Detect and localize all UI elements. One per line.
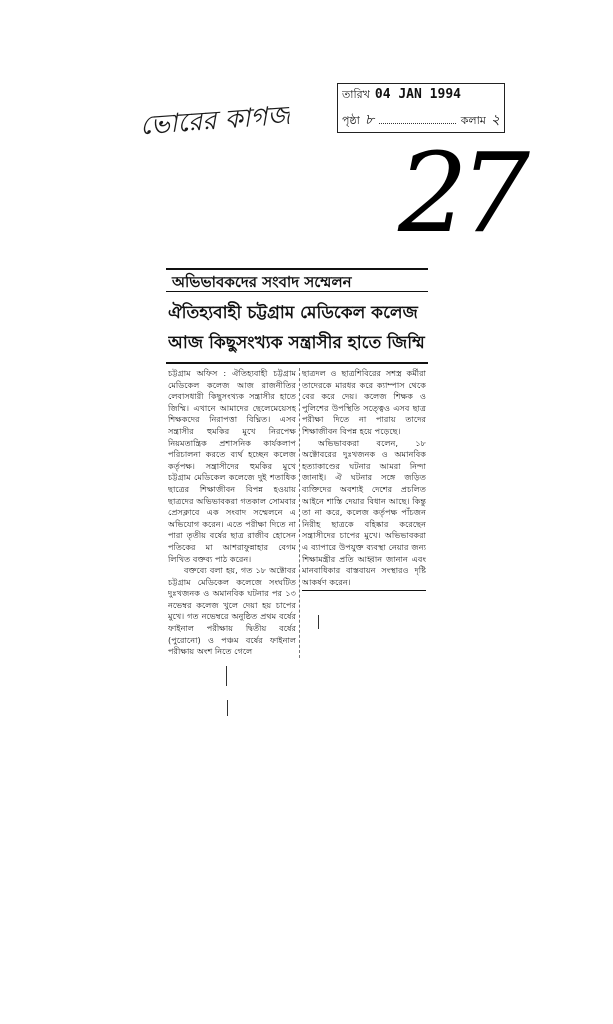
stamp-column-label: কলাম (460, 114, 486, 127)
date-stamp (337, 83, 505, 133)
column-1-paragraph-1: চট্টগ্রাম অফিস : ঐতিহ্যবাহী চট্টগ্রাম মেডিকেল কলেজ আজ রাজনীতির লেবাসধারী কিছুসংখ্যক সন্ত্রাসীর হাতে জিম্মি। এখানে আমাদের ছেলেমেয়েসহ শিক্ষকদের নিরাপত্তা বিঘ্নিত। এসব সন্ত্রাসীর হুমকির মুখে নিরপেক্ষ নিয়মতান্ত্রিক প্রশাসনিক কার্যকলাপ পরিচালনা করতে ব্যর্থ হচ্ছেন কলেজ কর্তৃপক্ষ। সন্ত্রাসীদের হুমকির মুখে চট্টগ্রাম মেডিকেল কলেজে দুই শতাধিক ছাত্রের শিক্ষাজীবন বিপন্ন হওয়ায় ছাত্রদের অভিভাবকরা গতকাল সোমবার প্রেসক্লাবে এক সংবাদ সম্মেলনে এ অভিযোগ করেন। এতে পরীক্ষা দিতে না পারা তৃতীয় বর্ষের ছাত্র রাজীব হোসেন পতিকের মা আশরাফুন্নাহার বেগম লিখিত বক্তব্য পাঠ করেন। (168, 368, 296, 564)
article-kicker: অভিভাবকদের সংবাদ সম্মেলন (166, 268, 428, 292)
headline-rule (166, 362, 428, 364)
scan-mark (226, 666, 227, 686)
headline-line-2: আজ কিছুসংখ্যক সন্ত্রাসীর হাতে জিম্মি (168, 333, 425, 353)
column-2-paragraph-2: অভিভাবকরা বলেন, ১৮ অক্টোবরের দুঃখজনক ও অমানবিক হত্যাকাণ্ডের ঘটনার আমরা নিন্দা জানাই। ঐ ঘটনার সঙ্গে জড়িত ব্যক্তিদের অবশ্যই দেশের প্রচলিত আইনে শাস্তি দেয়ার বিধান আছে। কিন্তু তা না করে, কলেজ কর্তৃপক্ষ পাঁচজন নিরীহ ছাত্রকে বহিষ্কার করেছেন সন্ত্রাসীদের চাপের মুখে। অভিভাবকরা এ ব্যাপারে উপযুক্ত ব্যবস্থা নেয়ার জন্য শিক্ষামন্ত্রীর প্রতি আহ্বান জানান এবং মানবাধিকার বাস্তবায়ন সংস্থারও দৃষ্টি আকর্ষণ করেন। (302, 437, 426, 586)
stamp-dotted-line (379, 113, 456, 124)
headline-line-1: ঐতিহ্যবাহী চট্টগ্রাম মেডিকেল কলেজ (168, 303, 418, 323)
stamp-date-label: তারিখ (342, 88, 370, 101)
column-2-paragraph-1: ছাত্রদল ও ছাত্রশিবিরের সশস্ত্র কর্মীরা তাদেরকে মারধর করে ক্যাম্পাস থেকে বের করে দেয়। কলেজ শিক্ষক ও পুলিশের উপস্থিতি সত্ত্বেও এসব ছাত্র পরীক্ষা দিতে না পারায় তাদের শিক্ষাজীবন বিপন্ন হয়ে পড়েছে। (302, 368, 426, 436)
scan-mark (227, 700, 228, 716)
article-end-rule (302, 590, 426, 591)
news-clipping (166, 268, 428, 660)
scan-mark (318, 615, 319, 629)
handwritten-number: 27 (398, 129, 522, 257)
article-column-1 (168, 368, 296, 658)
stamp-page-label: পৃষ্ঠা (342, 114, 360, 127)
article-headline (168, 298, 426, 358)
stamp-column-value: ২ (490, 112, 500, 128)
stamp-page-value: ৮ (364, 112, 374, 128)
newspaper-masthead: ভোরের কাগজ (139, 100, 292, 142)
column-divider (299, 368, 300, 658)
column-1-paragraph-2: বক্তব্যে বলা হয়, গত ১৮ অক্টোবর চট্টগ্রাম মেডিকেল কলেজে সংঘটিত দুঃখজনক ও অমানবিক ঘটনার পর ১৩ নভেম্বর কলেজ খুলে দেয়া হয় চাপের মুখে। গত নভেম্বরে অনুষ্ঠিত প্রথম বর্ষের ফাইনাল পরীক্ষায় দ্বিতীয় বর্ষের (পুরোনো) ও পঞ্চম বর্ষের ফাইনাল পরীক্ষায় অংশ নিতে গেলে (168, 565, 296, 657)
article-column-2 (302, 368, 426, 586)
stamp-date: 04 JAN 1994 (374, 87, 461, 102)
